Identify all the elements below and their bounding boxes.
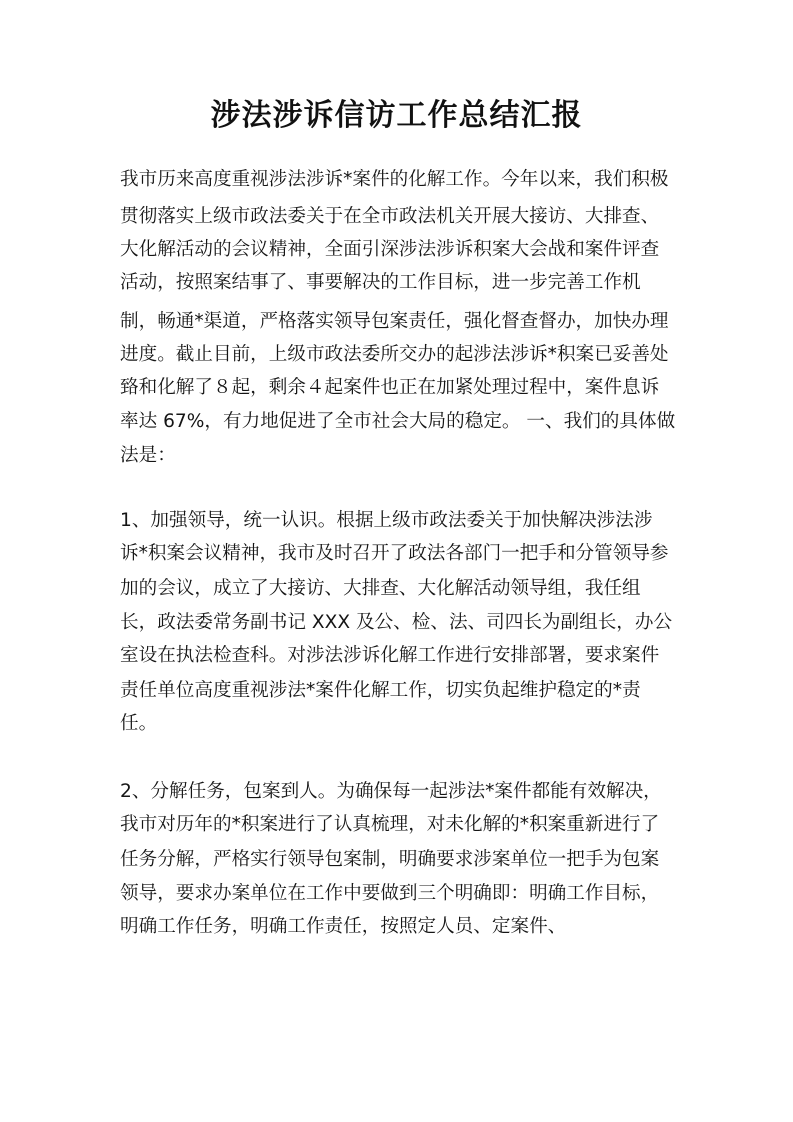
body-line: 我市对历年的*积案进行了认真梳理，对未化解的*积案重新进行了 xyxy=(120,814,660,835)
body-line: 贯彻落实上级市政法委关于在全市政法机关开展大接访、大排查、 xyxy=(120,206,660,227)
body-line: 任。 xyxy=(120,713,158,734)
body-line: 活动，按照案结事了、事要解决的工作目标，进一步完善工作机 xyxy=(120,272,641,293)
document-title: 涉法涉诉信访工作总结汇报 xyxy=(210,98,583,133)
body-line: 率达 67%，有力地促进了全市社会大局的稳定。 一、我们的具体做 xyxy=(120,411,676,432)
body-line: 责任单位高度重视涉法*案件化解工作，切实负起维护稳定的*责 xyxy=(120,680,641,701)
body-line: 长，政法委常务副书记 XXX 及公、检、法、司四长为副组长，办公 xyxy=(120,612,673,633)
body-line: 我市历来高度重视涉法涉诉*案件的化解工作。今年以来，我们积极 xyxy=(120,169,669,190)
body-line: 臵和化解了８起，剩余４起案件也正在加紧处理过程中，案件息诉 xyxy=(120,377,660,398)
body-line: 领导，要求办案单位在工作中要做到三个明确即：明确工作目标， xyxy=(120,883,660,904)
body-line: 诉*积案会议精神，我市及时召开了政法各部门一把手和分管领导参 xyxy=(120,543,669,564)
body-line: 加的会议，成立了大接访、大排查、大化解活动领导组，我任组 xyxy=(120,578,641,599)
body-line: 进度。截止目前，上级市政法委所交办的起涉法涉诉*积案已妥善处 xyxy=(120,344,669,365)
body-line: 1、加强领导，统一认识。根据上级市政法委关于加快解决涉法涉 xyxy=(120,510,653,531)
body-line: 任务分解，严格实行领导包案制，明确要求涉案单位一把手为包案 xyxy=(120,849,660,870)
body-line: 法是： xyxy=(120,445,176,466)
body-line: 制，畅通*渠道，严格落实领导包案责任，强化督查督办，加快办理 xyxy=(120,311,669,332)
body-line: 室设在执法检查科。对涉法涉诉化解工作进行安排部署，要求案件 xyxy=(120,645,660,666)
body-line: 大化解活动的会议精神，全面引深涉法涉诉积案大会战和案件评查 xyxy=(120,239,660,260)
body-line: 2、分解任务，包案到人。为确保每一起涉法*案件都能有效解决， xyxy=(120,781,662,802)
body-line: 明确工作任务，明确工作责任，按照定人员、定案件、 xyxy=(120,916,567,937)
